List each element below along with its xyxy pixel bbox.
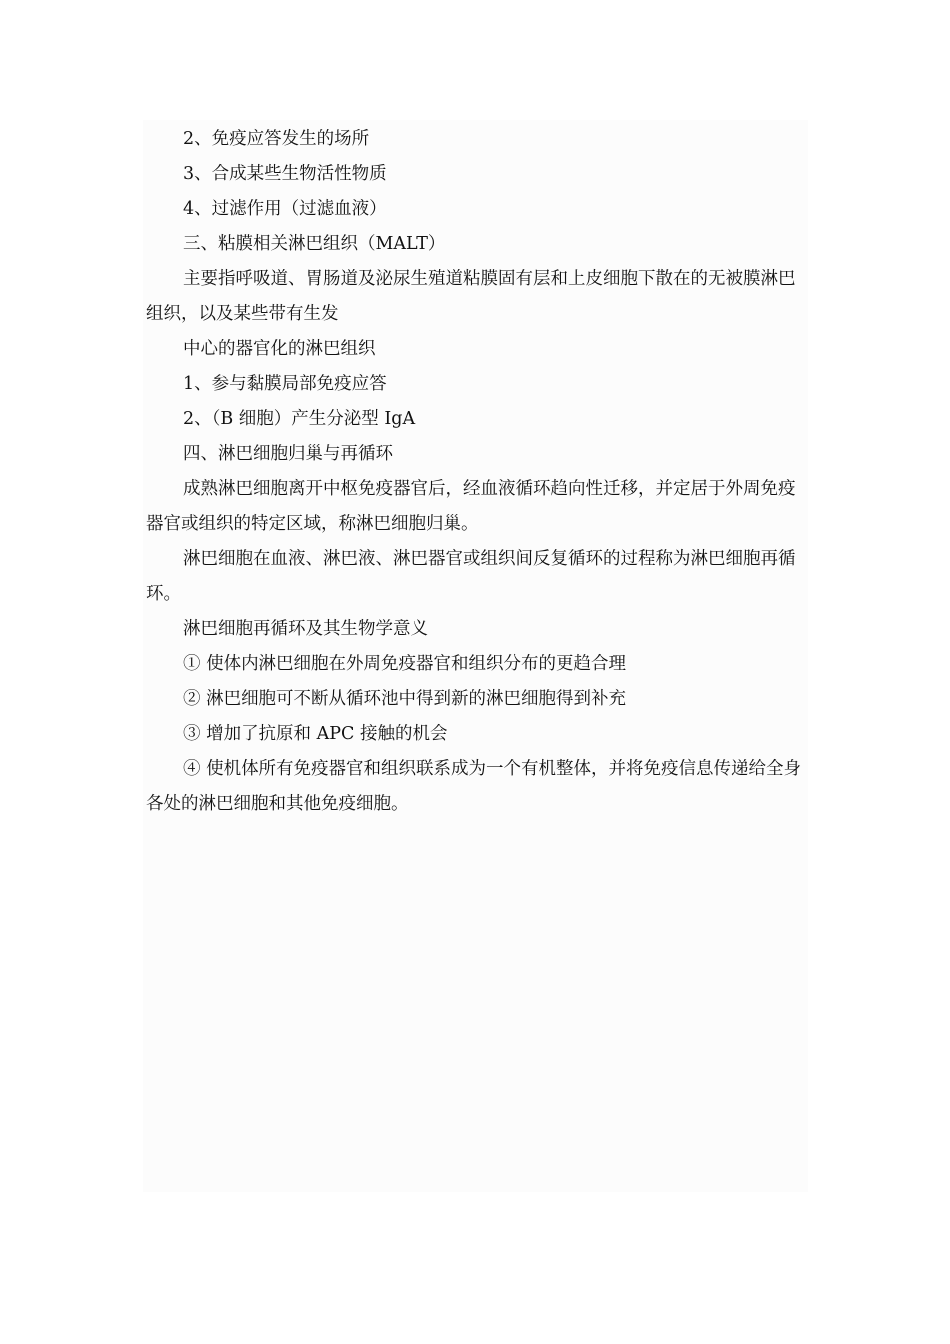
section-heading-malt: 三、粘膜相关淋巴组织（MALT） bbox=[183, 234, 446, 254]
paragraph-recirculation-definition: 淋巴细胞在血液、淋巴液、淋巴器官或组织间反复循环的过程称为淋巴细胞再循环。 bbox=[146, 549, 796, 604]
paragraph-malt-description: 主要指呼吸道、胃肠道及泌尿生殖道粘膜固有层和上皮细胞下散在的无被膜淋巴组织，以及某些带有生发 bbox=[146, 269, 796, 324]
paragraph-item-2: 2、免疫应答发生的场所 bbox=[183, 129, 370, 149]
list-item-significance-3: ③ 增加了抗原和 APC 接触的机会 bbox=[183, 724, 448, 744]
paragraph-item-3: 3、合成某些生物活性物质 bbox=[183, 164, 387, 184]
section-heading-homing: 四、淋巴细胞归巢与再循环 bbox=[183, 444, 393, 464]
list-item-significance-1: ① 使体内淋巴细胞在外周免疫器官和组织分布的更趋合理 bbox=[183, 654, 627, 674]
list-item-significance-4: ④ 使机体所有免疫器官和组织联系成为一个有机整体，并将免疫信息传递给全身各处的淋巴细胞和其他免疫细胞。 bbox=[146, 759, 802, 814]
paragraph-malt-continuation: 中心的器官化的淋巴组织 bbox=[183, 339, 376, 359]
paragraph-malt-function-2: 2、（B 细胞）产生分泌型 IgA bbox=[183, 409, 416, 429]
paragraph-item-4: 4、过滤作用（过滤血液） bbox=[183, 199, 387, 219]
document-body bbox=[146, 122, 810, 822]
paragraph-malt-function-1: 1、参与黏膜局部免疫应答 bbox=[183, 374, 387, 394]
list-item-significance-2: ② 淋巴细胞可不断从循环池中得到新的淋巴细胞得到补充 bbox=[183, 689, 627, 709]
paragraph-homing-definition: 成熟淋巴细胞离开中枢免疫器官后，经血液循环趋向性迁移，并定居于外周免疫器官或组织的特定区域，称淋巴细胞归巢。 bbox=[146, 479, 796, 534]
paragraph-recirculation-significance: 淋巴细胞再循环及其生物学意义 bbox=[183, 619, 428, 639]
